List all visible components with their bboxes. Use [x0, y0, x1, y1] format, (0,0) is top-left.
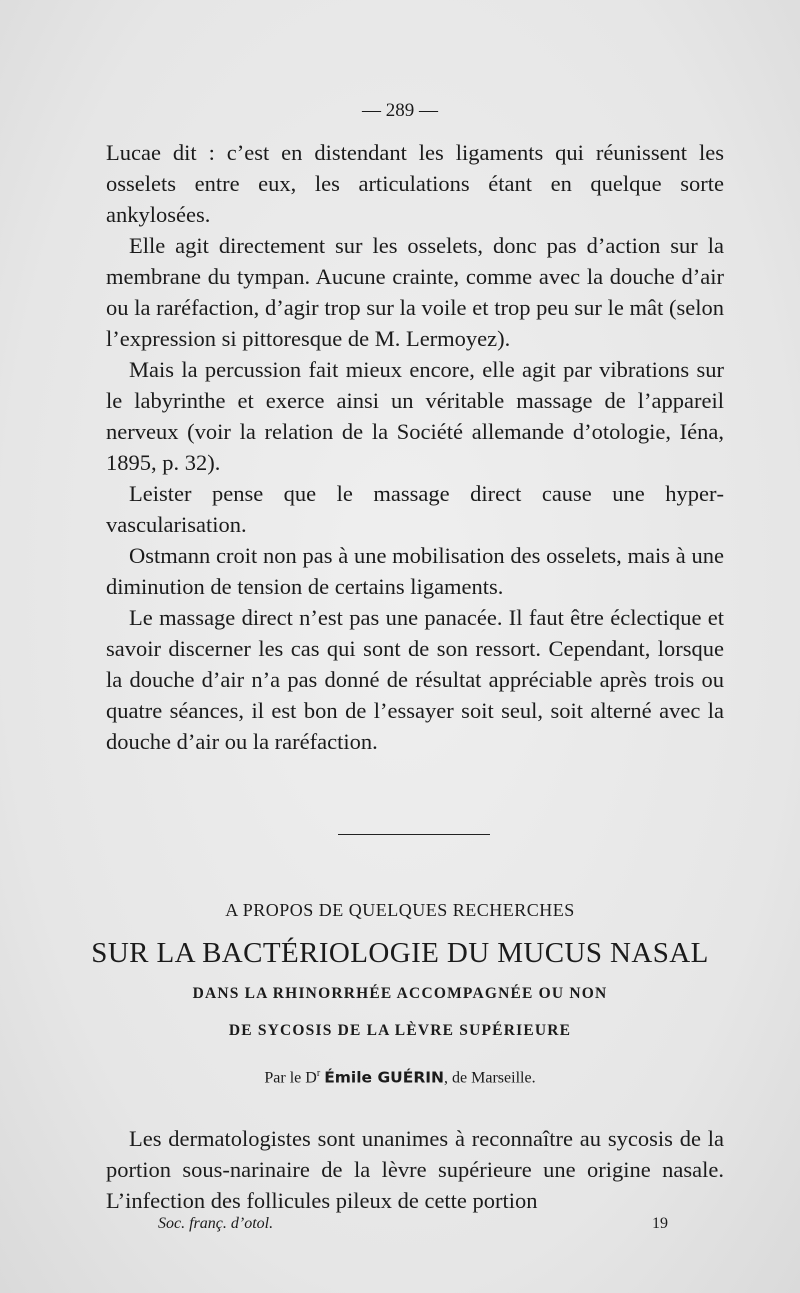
paragraph-lucae: Lucae dit : c’est en distendant les ligaments qui réunissent les osselets entre eux, les articulations étant en quelque sorte ankylosées.: [106, 140, 724, 227]
page-number: — 289 —: [362, 100, 438, 121]
article-title-main: SUR LA BACTÉRIOLOGIE DU MUCUS NASAL: [91, 937, 709, 969]
article-byline: [0, 1068, 800, 1087]
byline-prefix: Par le D: [264, 1069, 317, 1087]
section-divider: [338, 834, 490, 835]
signature-number: 19: [652, 1215, 668, 1232]
byline-suffix: , de Marseille.: [444, 1069, 536, 1087]
article-title-small: A PROPOS DE QUELQUES RECHERCHES: [225, 900, 575, 920]
paragraph-conclusion: Le massage direct n’est pas une panacée. Il faut être éclectique et savoir discerner les cas qui sont de son ressort. Cependant, lorsque la douche d’air n’a pas donné de résultat appréciable après trois ou quatre séances, il est bon de l’essayer soit seul, soit alterné avec la douche d’air ou la raréfaction.: [106, 605, 724, 754]
paragraph-ostmann: Ostmann croit non pas à une mobilisation des osselets, mais à une diminution de tension de certains ligaments.: [106, 543, 724, 599]
article-subtitle-2: DE SYCOSIS DE LA LÈVRE SUPÉRIEURE: [228, 1022, 572, 1039]
paragraph-leister: Leister pense que le massage direct cause une hypervascularisation.: [106, 481, 724, 537]
paragraph-osselets: Elle agit directement sur les osselets, donc pas d’action sur la membrane du tympan. Aucune crainte, comme avec la douche d’air ou la raréfaction, d’agir trop sur la voile et trop peu sur le mât (selon l’expression si pittoresque de M. Lermoyez).: [106, 233, 724, 351]
previous-article-text: [106, 137, 724, 757]
author-name: Émile GUÉRIN: [324, 1068, 445, 1087]
paragraph-dermatologistes: Les dermatologistes sont unanimes à reconnaître au sycosis de la portion sous-narinaire de la lèvre supérieure une origine nasale. L’infection des follicules pileux de cette portion: [106, 1126, 724, 1213]
new-article-text: [106, 1123, 724, 1216]
byline-superscript: r: [316, 1068, 321, 1079]
journal-footer: Soc. franç. d’otol.: [158, 1215, 274, 1232]
paragraph-percussion: Mais la percussion fait mieux encore, elle agit par vibrations sur le labyrinthe et exerce ainsi un véritable massage de l’appareil nerveux (voir la relation de la Société allemande d’otologie, Iéna, 1895, p. 32).: [106, 357, 724, 475]
article-subtitle-1: DANS LA RHINORRHÉE ACCOMPAGNÉE OU NON: [192, 985, 608, 1002]
